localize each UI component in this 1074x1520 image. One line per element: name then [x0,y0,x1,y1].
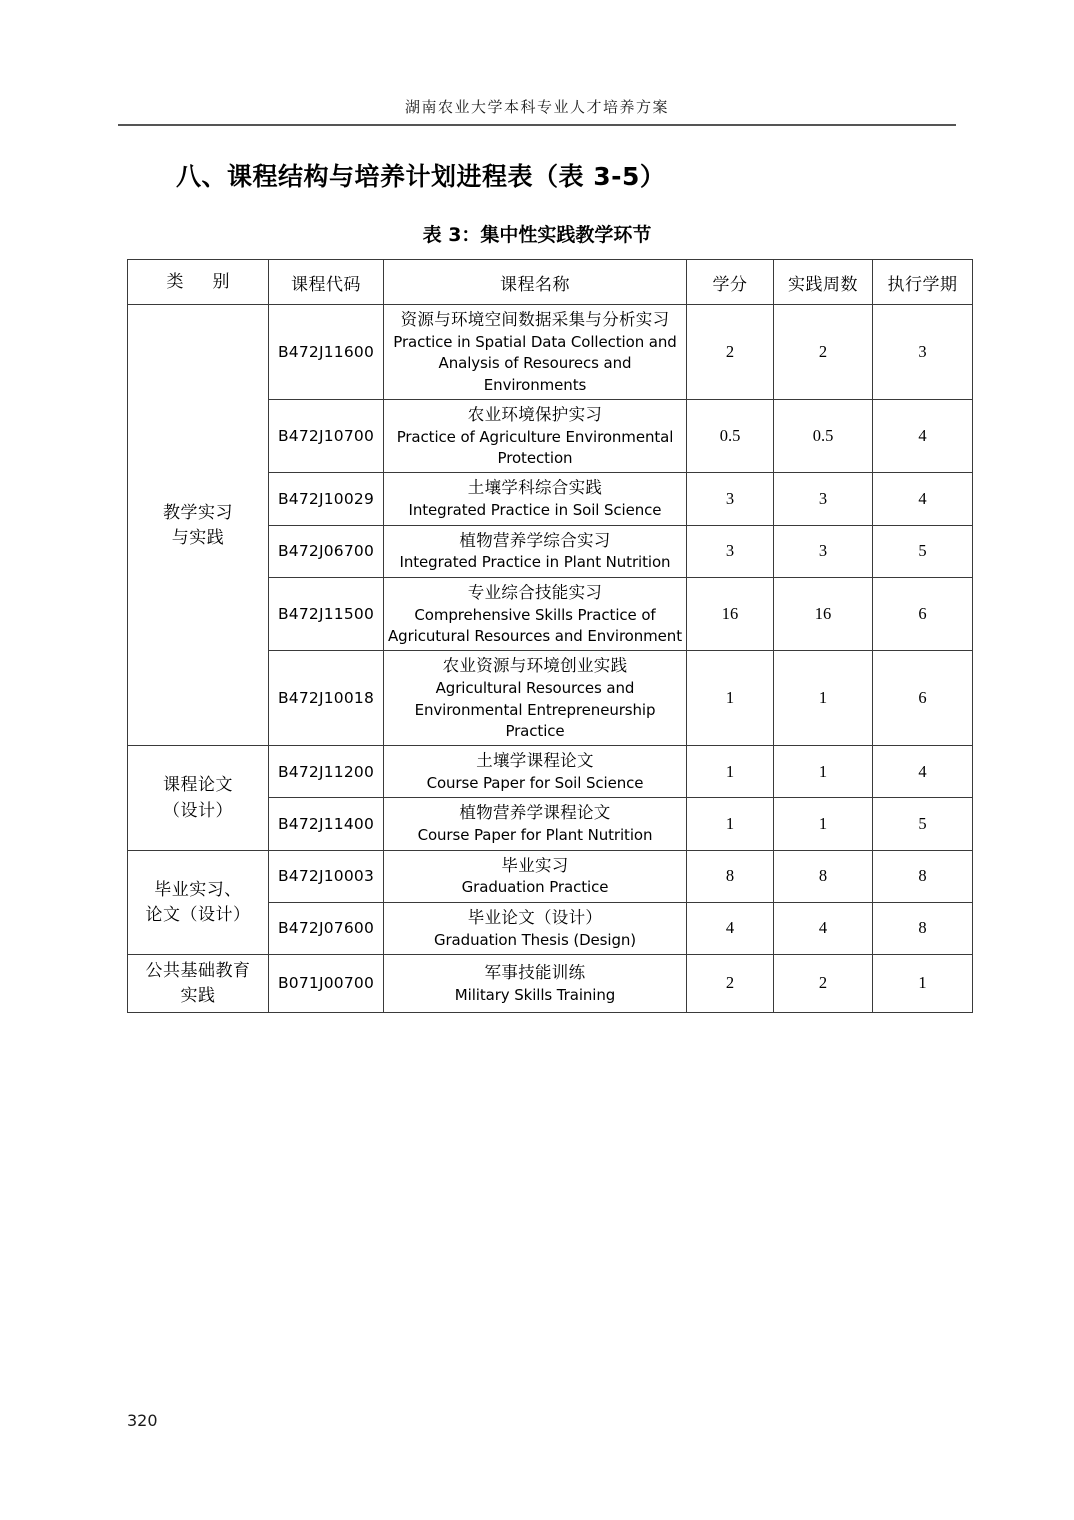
practice-courses-table-wrapper [127,259,958,1013]
cell-practice-weeks: 8 [774,850,873,902]
course-name-en: Practice in Spatial Data Collection and Analysis of Resourecs and Environments [393,332,677,394]
cell-course-code: B472J10029 [269,473,384,525]
cell-course-code: B472J11500 [269,577,384,651]
table-row [128,746,973,798]
cell-practice-weeks: 16 [774,577,873,651]
cell-credits: 4 [687,902,774,954]
cell-practice-weeks: 0.5 [774,399,873,473]
cell-term: 3 [873,305,973,400]
course-name-cn: 专业综合技能实习 [467,582,603,602]
cell-course-code: B472J06700 [269,525,384,577]
cell-term: 6 [873,577,973,651]
cell-course-code: B472J07600 [269,902,384,954]
header-rule [118,124,956,126]
cell-term: 4 [873,399,973,473]
cell-practice-weeks: 2 [774,305,873,400]
course-name-en: Course Paper for Soil Science [426,774,644,793]
category-line-1: 毕业实习、 [154,879,242,899]
category-line-1: 教学实习 [163,502,233,522]
cell-term: 5 [873,798,973,850]
cell-course-code: B472J10003 [269,850,384,902]
cell-credits: 1 [687,651,774,746]
column-header-course-name: 课程名称 [384,260,687,305]
cell-practice-weeks: 3 [774,525,873,577]
cell-term: 6 [873,651,973,746]
table-caption: 表 3：集中性实践教学环节 [422,224,652,246]
course-name-cn: 植物营养学课程论文 [459,803,611,823]
cell-course-name [384,902,687,954]
course-name-en: Comprehensive Skills Practice of Agricutural Resources and Environment [388,605,682,645]
cell-credits: 16 [687,577,774,651]
table-row [128,954,973,1012]
category-line-2: 与实践 [171,528,225,548]
course-name-cn: 军事技能训练 [484,962,586,982]
cell-practice-weeks: 2 [774,954,873,1012]
course-name-cn: 毕业论文（设计） [467,907,603,927]
cell-course-code: B472J11600 [269,305,384,400]
course-name-en: Practice of Agriculture Environmental Protection [396,427,674,468]
column-header-credits: 学分 [687,260,774,305]
course-name-cn: 资源与环境空间数据采集与分析实习 [400,310,670,329]
course-name-cn: 农业环境保护实习 [467,404,603,424]
cell-category [128,954,269,1012]
course-name-en: Graduation Thesis (Design) [433,930,637,949]
cell-credits: 0.5 [687,399,774,473]
cell-credits: 3 [687,525,774,577]
cell-credits: 3 [687,473,774,525]
cell-course-code: B472J11400 [269,798,384,850]
cell-practice-weeks: 1 [774,798,873,850]
cell-credits: 2 [687,305,774,400]
cell-practice-weeks: 1 [774,651,873,746]
cell-category [128,850,269,954]
running-header: 湖南农业大学本科专业人才培养方案 [404,100,669,116]
cell-category [128,746,269,850]
course-name-cn: 毕业实习 [501,855,569,875]
course-name-en: Integrated Practice in Soil Science [408,501,662,520]
column-header-course-code: 课程代码 [269,260,384,305]
cell-course-code: B472J11200 [269,746,384,798]
cell-course-name [384,954,687,1012]
column-header-category [128,260,269,305]
cell-term: 8 [873,850,973,902]
category-line-1: 公共基础教育 [145,960,251,980]
cell-course-name [384,525,687,577]
course-name-en: Graduation Practice [461,878,609,897]
table-row [128,850,973,902]
cell-course-name [384,651,687,746]
cell-practice-weeks: 4 [774,902,873,954]
category-line-2: 论文（设计） [145,905,251,925]
page-number: 320 [127,1411,158,1430]
cell-course-code: B472J10700 [269,399,384,473]
cell-course-code: B071J00700 [269,954,384,1012]
cell-practice-weeks: 1 [774,746,873,798]
course-name-en: Course Paper for Plant Nutrition [417,826,653,845]
course-name-en: Agricultural Resources and Environmental Entrepreneurship Practice [414,679,656,740]
practice-courses-table [127,259,973,1013]
cell-category [128,305,269,746]
course-name-en: Integrated Practice in Plant Nutrition [399,553,671,572]
cell-credits: 8 [687,850,774,902]
course-name-cn: 土壤学课程论文 [476,751,594,771]
table-header-row [128,260,973,305]
cell-course-name [384,473,687,525]
cell-course-name [384,399,687,473]
table-row [128,305,973,400]
category-line-2: （设计） [163,800,233,820]
course-name-en: Military Skills Training [454,985,616,1004]
cell-course-name [384,850,687,902]
cell-term: 1 [873,954,973,1012]
page-title: 八、课程结构与培养计划进程表（表 3-5） [176,162,666,191]
cell-credits: 1 [687,746,774,798]
cell-course-code: B472J10018 [269,651,384,746]
category-line-2: 实践 [180,986,216,1006]
cell-term: 4 [873,473,973,525]
column-header-practice-weeks: 实践周数 [774,260,873,305]
cell-course-name [384,746,687,798]
table-body [128,305,973,1013]
column-header-term: 执行学期 [873,260,973,305]
cell-course-name [384,798,687,850]
cell-practice-weeks: 3 [774,473,873,525]
course-name-cn: 植物营养学综合实习 [459,530,611,550]
category-line-1: 课程论文 [163,775,233,795]
cell-course-name [384,577,687,651]
cell-credits: 1 [687,798,774,850]
cell-credits: 2 [687,954,774,1012]
cell-term: 4 [873,746,973,798]
course-name-cn: 土壤学科综合实践 [467,478,603,498]
cell-term: 8 [873,902,973,954]
cell-course-name [384,305,687,400]
table-header [128,260,973,305]
column-header-category-label: 类 别 [166,272,236,292]
cell-term: 5 [873,525,973,577]
course-name-cn: 农业资源与环境创业实践 [442,656,628,676]
